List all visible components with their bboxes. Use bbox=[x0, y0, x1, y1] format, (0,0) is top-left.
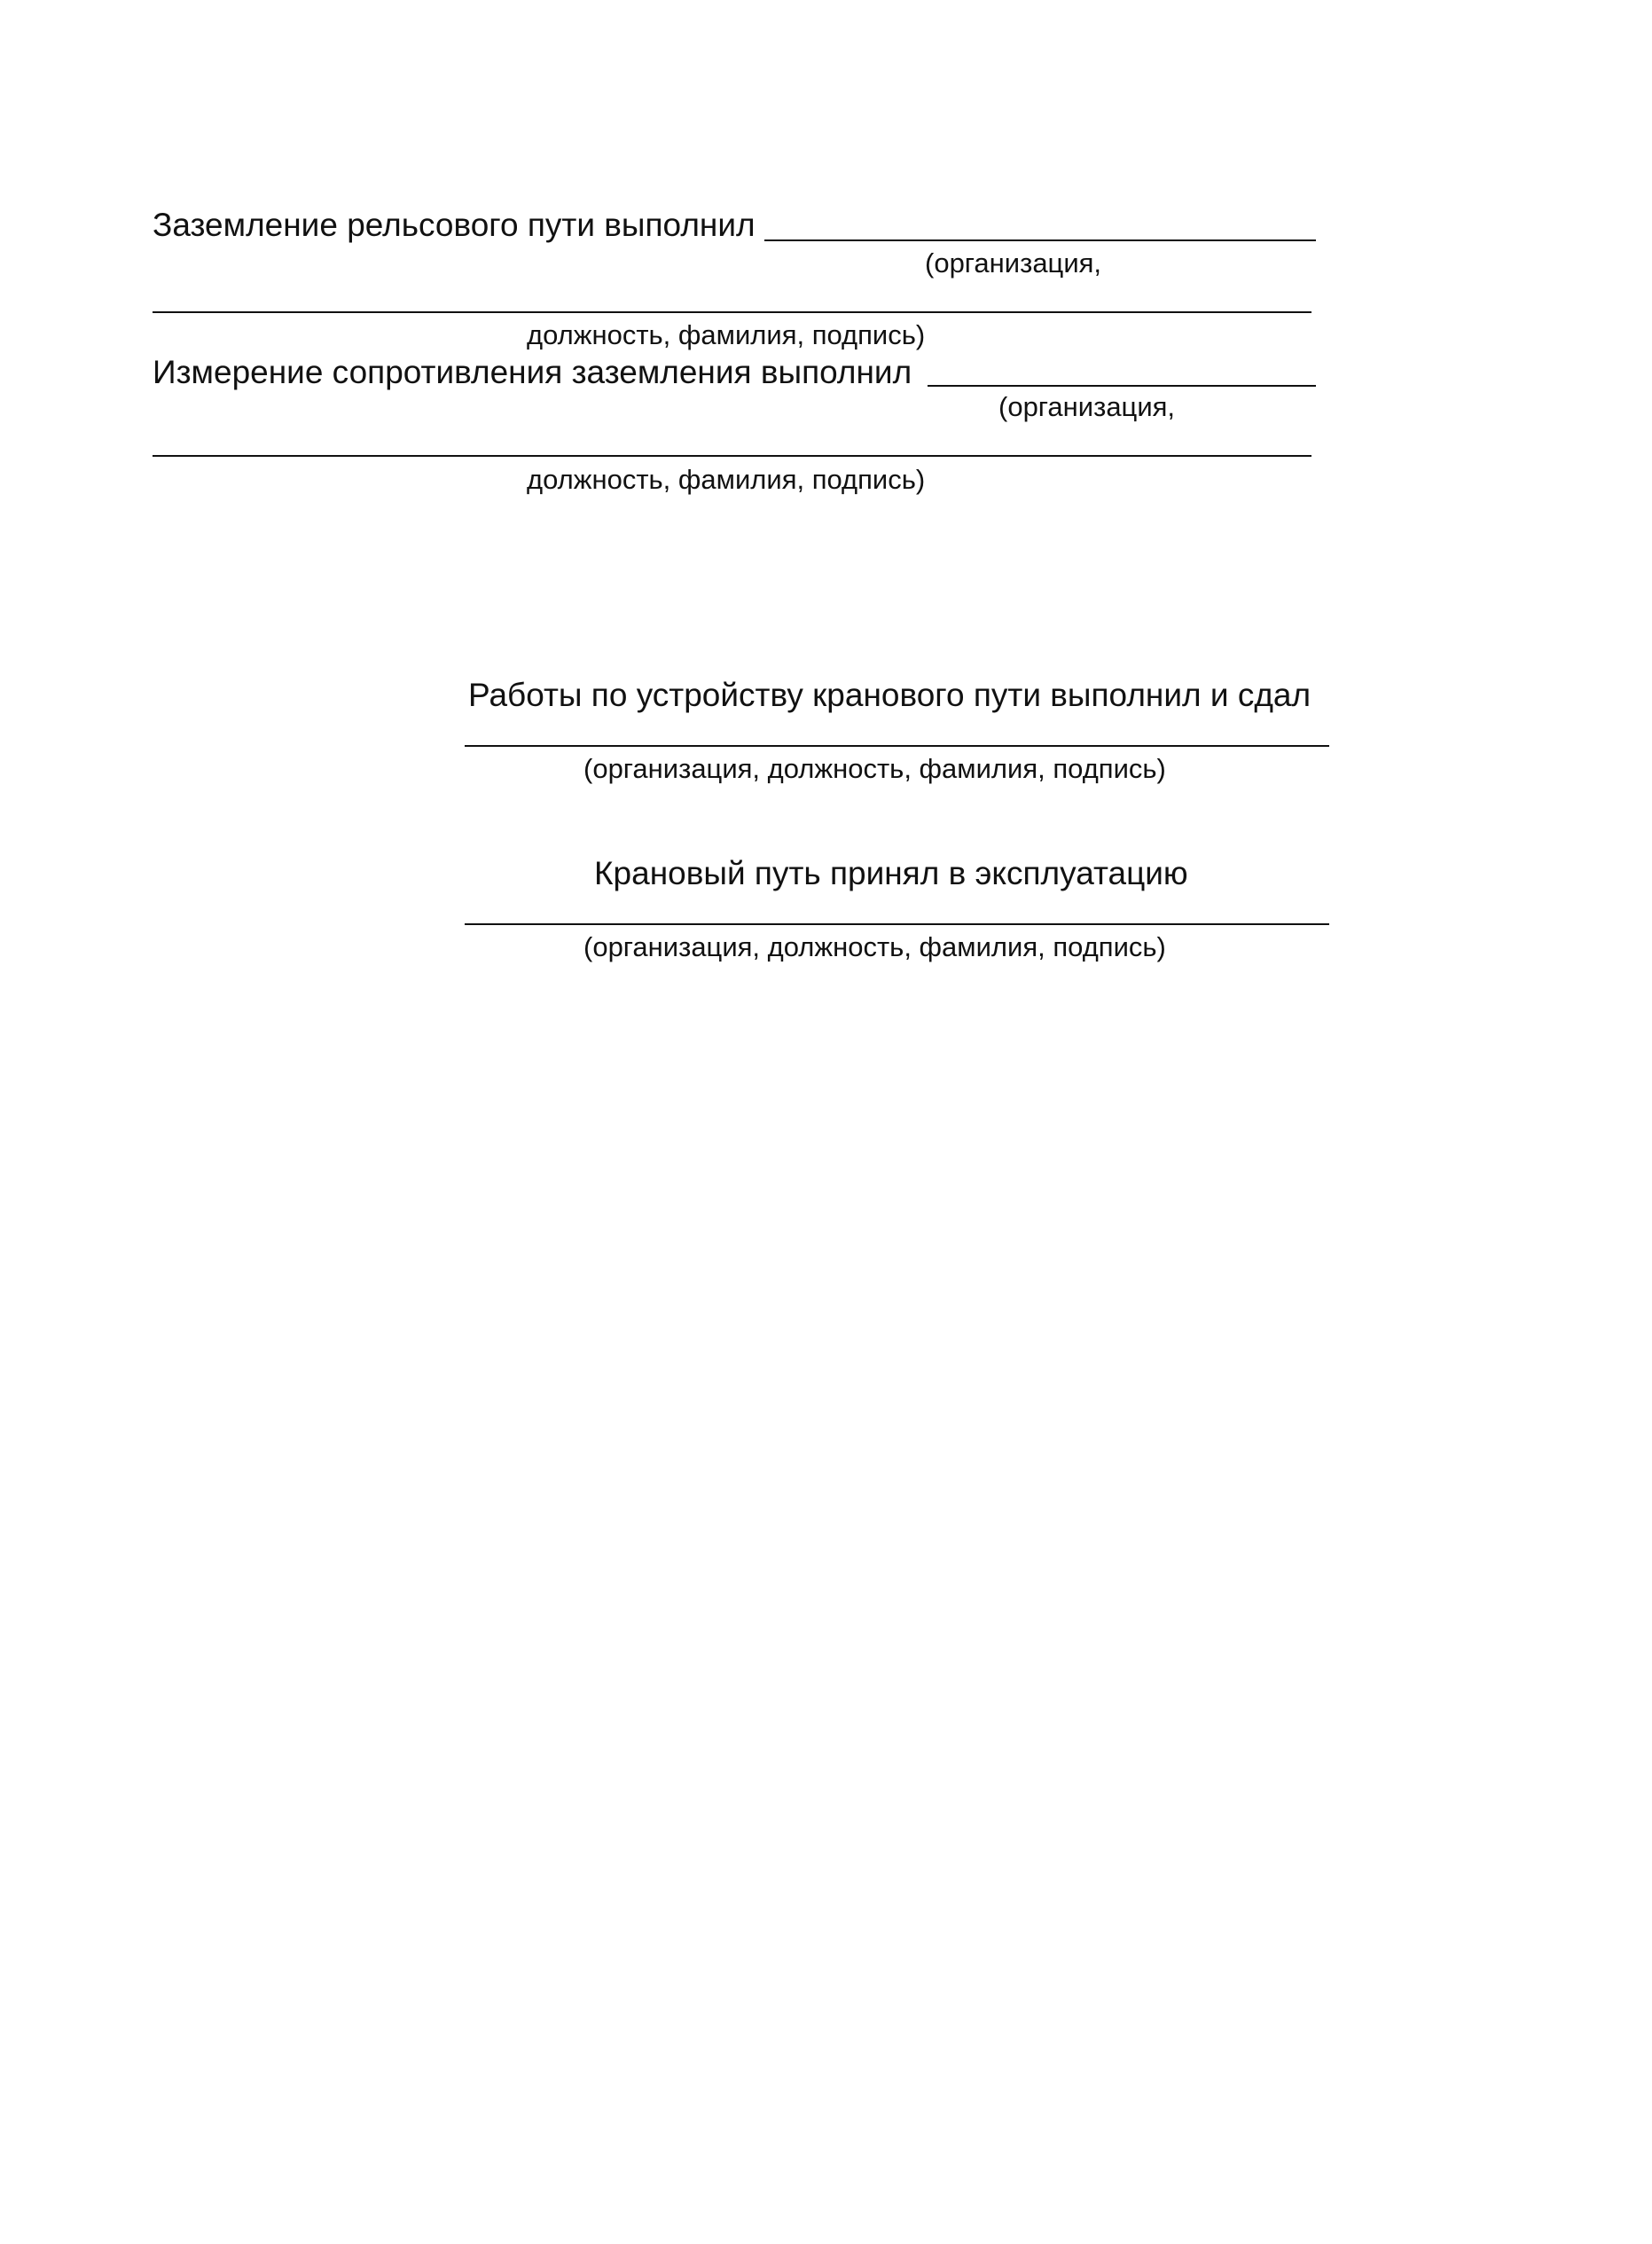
grounding-signature-line-1 bbox=[764, 239, 1316, 241]
grounding-label: Заземление рельсового пути выполнил bbox=[153, 207, 756, 243]
measurement-signature-line-2 bbox=[153, 455, 1311, 457]
acceptance-signature-line bbox=[465, 923, 1329, 925]
measurement-signature-line-1 bbox=[928, 385, 1316, 387]
grounding-hint-line-2: должность, фамилия, подпись) bbox=[527, 319, 926, 350]
measurement-hint-line-2: должность, фамилия, подпись) bbox=[527, 464, 926, 495]
measurement-label: Измерение сопротивления заземления выполнил bbox=[153, 354, 912, 390]
acceptance-label: Крановый путь принял в эксплуатацию bbox=[594, 855, 1188, 891]
works-signature-line bbox=[465, 745, 1329, 747]
measurement-hint-line-1: (организация, bbox=[998, 391, 1176, 422]
works-hint: (организация, должность, фамилия, подпись) bbox=[583, 753, 1166, 784]
grounding-hint-line-1: (организация, bbox=[925, 247, 1102, 279]
works-label: Работы по устройству кранового пути выполнил и сдал bbox=[468, 677, 1311, 713]
acceptance-hint: (организация, должность, фамилия, подпись) bbox=[583, 931, 1166, 962]
grounding-signature-line-2 bbox=[153, 311, 1311, 313]
